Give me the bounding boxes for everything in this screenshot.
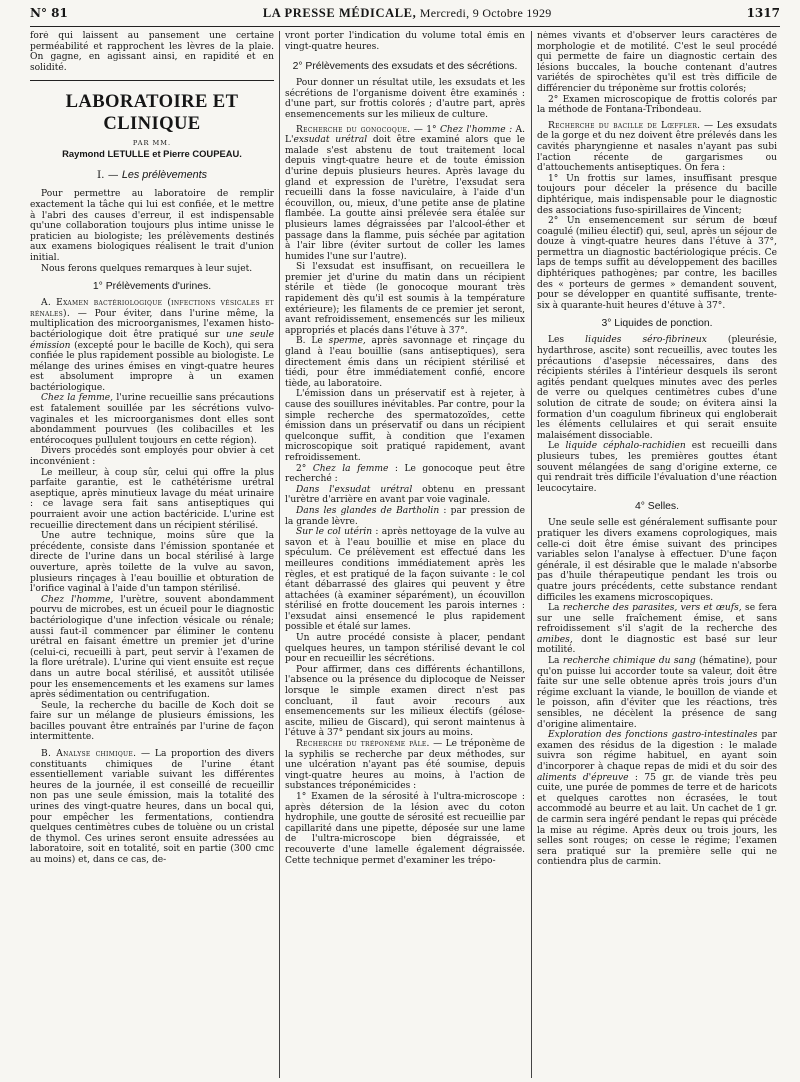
paragraph: 1° Un frottis sur lames, insuffisant presque toujours pour déceler la présence du bacille diphtérique, mais indispensable pour le diagnostic des associations fuso-spirillaires de Vincent; — [537, 173, 777, 216]
section-heading: 4° Selles. — [634, 501, 679, 513]
paragraph: Un autre procédé consiste à placer, pendant quelques heures, un tampon stérilisé devant le col pour en recueillir les sécrétions. — [285, 633, 525, 665]
paragraph: Seule, la recherche du bacille de Koch doit se faire sur un mélange de plusieurs émissions, les bacilles pouvant être entraînés par l'urine de façon intermittente. — [30, 700, 274, 743]
article-authors: Raymond LETULLE et Pierre COUPEAU. — [62, 148, 242, 160]
paragraph: Une seule selle est généralement suffisante pour pratiquer les divers examens coprologiques, mais celle-ci doit être émise suivant des principes variables selon l'analyse à effectuer. D'une façon générale, il est désirable que le malade n'absorbe pas d'huile thérapeutique pendant les trois ou quatre jours précédents, cette substance rendant difficiles les examens microscopiques. — [537, 518, 777, 603]
byline-par: PAR MM. — [132, 139, 172, 148]
journal-name: LA PRESSE MÉDICALE, — [262, 5, 417, 20]
paragraph: Divers procédés sont employés pour obvier à cet inconvénient : — [30, 446, 274, 468]
paragraph: B. Le sperme, après savonnage et rinçage du gland à l'eau bouillie (sans antiseptiques), sera directement émis dans un récipient stérilisé et tiédi, pour être immédiatement confié, encore tiède, au laboratoire. — [285, 336, 525, 389]
paragraph: La recherche chimique du sang (hématine), pour qu'on puisse lui accorder toute sa valeur, doit être faite sur une selle obtenue après trois jours d'un régime excluant la viande, le bouillon de viande et le poisson, afin d'éviter que les réactions, très sensibles, ne décèlent la présence de sang d'origine alimentaire. — [537, 656, 777, 730]
paragraph: vront porter l'indication du volume total émis en vingt-quatre heures. — [285, 31, 525, 52]
paragraph: Dans les glandes de Bartholin : par pression de la grande lèvre. — [285, 505, 525, 527]
paragraph: Chez la femme, l'urine recueillie sans précautions est fatalement souillée par les sécrétions vulvo-vaginales et les microorganismes dont elles sont abondamment pourvues (les colibacilles et les entérocoques pullulent toujours en cette région). — [30, 393, 274, 446]
article-title: LABORATOIRE ET CLINIQUE — [65, 91, 239, 135]
column-divider — [279, 31, 280, 1078]
paragraph: Pour donner un résultat utile, les exsudats et les sécrétions de l'organisme doivent être examinés : d'une part, sur frottis colorés ; d'autre part, après ensemencements sur les milieux de culture. — [285, 78, 525, 120]
paragraph: L'émission dans un préservatif est à rejeter, à cause des souillures inévitables. Par contre, pour la simple recherche des spermatozoïdes, cette émission dans un préservatif ou dans un récipient quelconque suffit, à condition que l'examen microscopique soit pratiqué rapidement, avant refroidissement. — [285, 389, 525, 463]
column-divider — [531, 31, 532, 1078]
paragraph: Une autre technique, moins sûre que la précédente, consiste dans l'émission spontanée et directe de l'urine dans un bocal stérilisé à large ouverture, après toilette de la vulve au savon, plusieurs rinçages à l'eau bouillie et obturation de l'orifice vaginal à l'aide d'un tampon stérilisé. — [30, 531, 274, 595]
paragraph: Recherche du tréponème pâle. — Le tréponème de la syphilis se recherche par deux méthodes, sur une ulcération n'ayant pas été soumise, depuis vingt-quatre heures au moins, à l'action de substances tréponémicides : — [285, 739, 525, 792]
paragraph: nèmes vivants et d'observer leurs caractères de morphologie et de motilité. C'est le seul procédé qui permette de faire un diagnostic certain des lésions buccales, la bouche contenant d'autres variétés de spirochètes qu'il est très difficile de différencier du tréponème sur frottis colorés; — [537, 31, 777, 94]
paragraph: 1° Examen de la sérosité à l'ultra-microscope : après détersion de la lésion avec du coton hydrophile, une goutte de sérosité est recueillie par capillarité dans une pipette, déposée sur une lame de l'ultra-microscope bien dégraissée, et recouverte d'une lamelle également dégraissée. Cette technique permet d'examiner les trépo- — [285, 791, 525, 866]
page-header — [30, 0, 780, 27]
article-separator — [30, 80, 274, 81]
paragraph: Le meilleur, à coup sûr, celui qui offre la plus parfaite garantie, est le cathétérisme urétral aseptique, après minutieux lavage du méat urinaire : ce lavage sera fait sans antiseptiques qui pourraient avoir une action bactéricide. L'urine est recueillie directement dans un récipient stérilisé. — [30, 467, 274, 531]
column-3 — [537, 31, 777, 1078]
section-heading: 1° Prélèvements d'urines. — [92, 281, 212, 293]
header-title — [263, 6, 552, 21]
paragraph: Pour permettre au laboratoire de remplir exactement la tâche qui lui est confiée, et le mettre à l'abri des causes d'erreur, il est indispensable qu'une collaboration toujours plus intime unisse le praticien au biologiste; les prélèvements destinés aux examens biologiques réalisent le trait d'union initial. — [30, 189, 274, 263]
paragraph: B. Analyse chimique. — La proportion des divers constituants chimiques de l'urine étant essentiellement variable suivant les différentes heures de la journée, il est conseillé de recueillir non pas une seule émission, mais la totalité des urines des vingt-quatre heures, dans un bocal qui, pour empêcher les fermentations, contiendra quelques centimètres cubes de toluène ou un cristal de thymol. Ces urines seront ensuite adressées au laboratoire, soit en totalité, soit en partie (300 cmc au moins) et, dans ce cas, de- — [30, 749, 274, 865]
paragraph: A. Examen bactériologique (infections vésicales et rénales). — Pour éviter, dans l'urine même, la multiplication des microorganismes, l'examen histo-bactériologique doit être pratiqué sur une seule émission (excepté pour le bacille de Koch), qui sera confiée le plus rapidement possible au biologiste. Le mélange des urines émises en vingt-quatre heures est absolument improprе à un examen bactériologique. — [30, 298, 274, 393]
header-date: Mercredi, 9 Octobre 1929 — [419, 5, 552, 20]
paragraph: Recherche du bacille de Lœffler. — Les exsudats de la gorge et du nez doivent être prélevés dans les cavités pharyngienne et nasales n'ayant pas subi l'action récente de gargarismes ou d'attouchements antiseptiques. On fera : — [537, 120, 777, 174]
column-2 — [285, 31, 525, 1078]
paragraph: 2° Examen microscopique de frottis colorés par la méthode de Fontana-Tribondeau. — [537, 94, 777, 116]
paragraph: Le liquide céphalo-rachidien est recueilli dans plusieurs tubes, les premières gouttes étant souvent mélangées de sang d'origine externe, ce qui rendrait très difficile l'évaluation d'une réaction leucocytaire. — [537, 441, 777, 494]
paragraph: 2° Un ensemencement sur sérum de bœuf coagulé (milieu électif) qui, seul, après un séjour de douze à vingt-quatre heures dans l'étuve à 37°, permettra un diagnostic bactériologique précis. Ce laps de temps suffit au développement des bacilles diphtériques pathogènes; par contre, les bacilles des « porteurs de germes » demandent souvent, pour se développer en quantité suffisante, trente-six à quarante-huit heures d'étuve à 37°. — [537, 216, 777, 311]
paragraph: Pour affirmer, dans ces différents échantillons, l'absence ou la présence du diplocoque de Neisser lorsque le simple examen direct n'est pas concluant, il faut avoir recours aux ensemencements sur les milieux électifs (gélose-ascite, milieu de Giscard), qui seront maintenus à l'étuve à 37° pendant six jours au moins. — [285, 664, 525, 739]
paragraph: Exploration des fonctions gastro-intestinales par examen des résidus de la digestion : le malade suivra son régime habituel, en ayant soin d'incorporer à chaque repas de midi et du soir des aliments d'épreuve : 75 gr. de viande très peu cuite, une purée de pommes de terre et de haricots et quelques carottes non écrasées, le tout accommodé au beurre et au lait. Un cachet de 1 gr. de carmin sera ingéré pendant le repas qui précède la mise au régime. Après deux ou trois jours, les selles sont rouges; on cesse le régime; l'examen sera pratiqué sur la première selle qui ne contiendra plus de carmin. — [537, 730, 777, 868]
page-number: 1317 — [746, 6, 780, 20]
paragraph: 2° Chez la femme : Le gonocoque peut être recherché : — [285, 463, 525, 485]
paragraph: Sur le col utérin : après nettoyage de la vulve au savon et à l'eau bouillie et mise en place du spéculum. Ce prélèvement est effectué dans les meilleures conditions immédiatement après les règles, et est pratiqué de la façon suivante : le col étant débarrassé des glaires qui peuvent y être attachées (à examiner séparément), un écouvillon stérilisé en frotte doucement les parois internes : l'exsudat ainsi ensemencé le plus rapidement possible et étalé sur lames. — [285, 527, 525, 633]
paragraph: Dans l'exsudat urétral obtenu en pressant l'urètre d'arrière en avant par voie vaginale. — [285, 484, 525, 506]
paragraph: La recherche des parasites, vers et œufs, se fera sur une selle fraîchement émise, et sans refroidissement s'il s'agit de la recherche des amibes, dont le diagnostic est basé sur leur motilité. — [537, 603, 777, 656]
paragraph: Chez l'homme, l'urètre, souvent abondamment pourvu de microbes, est un écueil pour le diagnostic bactériologique d'une infection vésicale ou rénale; aussi faut-il commencer par éliminer le contenu urétral en faisant émettre un premier jet d'urine (celui-ci, recueilli à part, peut servir à l'examen de la flore urétrale). L'urine qui vient ensuite est reçue dans un autre bocal stérilisé, et aussitôt utilisée pour les ensemencements et les examens sur lames après sédimentation ou centrifugation. — [30, 594, 274, 701]
chapter-heading: I. — Les prélèvements — [96, 169, 208, 182]
paragraph: Recherche du gonocoque. — 1° Chez l'homme : A. L'exsudat urétral doit être examiné alors que le malade s'est abstenu de tout traitement local depuis vingt-quatre heure et de toute émission d'urine depuis plusieurs heures. Après lavage du gland et expression de l'urètre, l'exsudat sera recueilli dans la fosse naviculaire, à l'aide d'un écouvillon, ou, mieux, d'une petite anse de platine flambée. La goutte ainsi prélevée sera étalée sur plusieurs lames dégraissées par l'alcool-éther et passage dans la flamme, puis séchée par agitation à l'air libre (éviter surtout de coller les lames humides l'une sur l'autre). — [285, 124, 525, 262]
section-heading: 2° Prélèvements des exsudats et des sécrétions. — [292, 61, 518, 73]
section-heading: 3° Liquides de ponction. — [601, 318, 713, 330]
issue-number: N° 81 — [30, 6, 68, 20]
paragraph: Nous ferons quelques remarques à leur sujet. — [41, 263, 253, 274]
paragraph: foré qui laissent au pansement une certaine perméabilité et rapprochent les lèvres de la plaie. On gagne, en agissant ainsi, en rapidité et en solidité. — [30, 31, 274, 73]
column-1 — [30, 31, 274, 1078]
paragraph: Les liquides séro-fibrineux (pleurésie, hydarthrose, ascite) sont recueillis, avec toutes les précautions d'asepsie nécessaires, dans des récipients stériles à l'intérieur desquels ils seront agités pendant quelques minutes avec des perles de verre ou quelques centimètres cubes d'une solution de citrate de soude; on évitera ainsi la formation d'un coagulum fibrineux qui engloberait les éléments cellulaires et qui serait ensuite malaisément dissociable. — [537, 335, 777, 441]
paragraph: Si l'exsudat est insuffisant, on recueillera le premier jet d'urine du matin dans un récipient stérile et tiède (le gonocoque mourant très rapidement dès qu'il est soumis à la température extérieure); les filaments de ce premier jet seront, avant refroidissement, ensemencés sur les milieux appropriés et placés dans l'étuve à 37°. — [285, 262, 525, 336]
